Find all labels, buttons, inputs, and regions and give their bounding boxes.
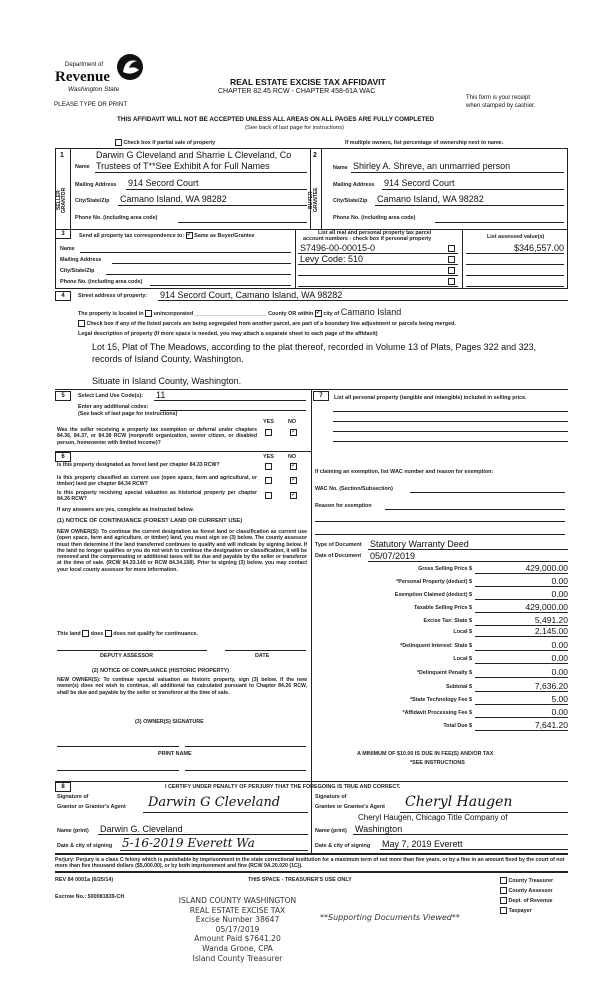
treasurer-use: THIS SPACE - TREASURER'S USE ONLY: [248, 877, 352, 883]
grantee-name-label: Name (print): [315, 828, 347, 834]
forest-yes-checkbox[interactable]: [265, 463, 272, 470]
property-street[interactable]: 914 Secord Court, Camano Island, WA 98282: [160, 290, 343, 300]
doc-type-label: Type of Document: [315, 542, 362, 548]
deputy-assessor-label: DEPUTY ASSESSOR: [100, 653, 154, 659]
section-5-number: 5: [55, 391, 71, 401]
amount-value[interactable]: 7,636.20: [475, 681, 568, 692]
reason-label: Reason for exemption: [315, 503, 372, 509]
buyer-city-label: City/State/Zip: [333, 198, 368, 204]
grantor-name-label: Name (print): [57, 828, 89, 834]
section-3-number: 3: [55, 229, 71, 239]
buyer-phone-label: Phone No. (including area code): [333, 215, 416, 221]
same-as-buyer-label: Same as Buyer/Grantee: [194, 232, 255, 239]
grantee-name-2[interactable]: Washington: [355, 824, 403, 834]
land-use-code[interactable]: 11: [156, 390, 166, 400]
notice-compliance-text: NEW OWNER(S): To continue special valuation as historic property, sign (3) below. If the new owner(s) does not wish to continue, all additional tax calculated pursuant to Chapter 84.26 RCW, shall be due and payable by the seller or transferor at the time of sale.: [57, 677, 307, 696]
grantee-sig-of: Signature of: [315, 794, 347, 800]
see-back: (See back of last page for instructions): [245, 125, 344, 131]
print-name-label: PRINT NAME: [158, 751, 192, 757]
no-header-6: NO: [288, 454, 297, 460]
notice-continuance-text: NEW OWNER(S): To continue the current designation as forest land or classification as current use (open space, farm and agriculture, or timber) land, you must sign on (3) below. The county assessor must then determine if the land transferred continues to qualify and will indicate by signing below. If the land no longer qualifies or you do not wish to continue the designation or classification, it will be removed and the compensating or additional taxes will be due and payable by the seller or transferor at the time of sale. (RCW 84.33.140 or RCW 84.34.108). Prior to signing (3) below, you may contact your local county assessor for more information.: [57, 529, 307, 573]
buyer-mailing[interactable]: 914 Secord Court: [384, 178, 455, 188]
doc-type-value[interactable]: Statutory Warranty Deed: [370, 539, 469, 549]
section-1-number: 1: [60, 152, 64, 159]
buyer-city[interactable]: Camano Island, WA 98282: [377, 194, 484, 204]
warning-text: THIS AFFIDAVIT WILL NOT BE ACCEPTED UNLESS ALL AREAS ON ALL PAGES ARE FULLY COMPLETED: [117, 116, 435, 123]
grantee-name-1[interactable]: Cheryl Haugen, Chicago Title Company of: [358, 813, 508, 822]
city-of-label: city of: [323, 311, 340, 317]
copy-checkbox[interactable]: [500, 907, 507, 914]
logo-revenue: Revenue: [55, 69, 110, 85]
legal-description-1[interactable]: Lot 15, Plat of The Meadows, according to the plat thereof, recorded in Volume 13 of Plats, Pages 322 and 323,: [92, 342, 537, 352]
please-type: PLEASE TYPE OR PRINT: [54, 101, 128, 108]
buyer-name-label: Name: [333, 165, 348, 171]
qualify-line: [57, 630, 198, 638]
q1-yes-checkbox[interactable]: [265, 429, 272, 436]
additional-codes-label: Enter any additional codes:: [78, 404, 149, 410]
seller-name-2[interactable]: Trustees of T**See Exhibit A for Full Names: [96, 161, 270, 171]
segregated: [78, 320, 456, 328]
amount-label: Taxable Selling Price $: [413, 605, 472, 611]
amount-value[interactable]: 0.00: [475, 576, 568, 587]
copy-label: County Treasurer: [508, 878, 554, 884]
amount-label: Gross Selling Price $: [418, 566, 472, 572]
copy-checkbox[interactable]: [500, 897, 507, 904]
receipt-note: This form is your receipt: [466, 95, 531, 101]
correspondence: [79, 232, 255, 239]
amount-value[interactable]: 429,000.00: [475, 602, 568, 613]
amount-label: *Affidavit Processing Fee $: [402, 710, 472, 716]
grantor-date-label: Date & city of signing: [57, 843, 113, 849]
does-not-label: does not qualify for continuance.: [113, 631, 199, 637]
parcel-header: List all real and personal property tax parcel: [318, 230, 432, 236]
legal-label: Legal description of property (If more space is needed, you may attach a separate sheet to each page of the affidavit): [78, 331, 378, 337]
no-header: NO: [288, 419, 297, 425]
section-4-number: 4: [55, 291, 71, 301]
unincorporated-label: unincorporated: [153, 311, 194, 317]
seller-city-label: City/State/Zip: [75, 198, 110, 204]
copy-label: Dept. of Revenue: [508, 898, 553, 904]
q1-no-checkbox[interactable]: ✓: [291, 429, 297, 435]
partial-sale[interactable]: [115, 139, 215, 146]
legal-description-2[interactable]: records of Island County, Washington.: [92, 354, 244, 364]
amount-label: *State Technology Fee $: [410, 697, 472, 703]
stamp-line: REAL ESTATE EXCISE TAX: [189, 905, 286, 915]
claiming-exemption-label: If claiming an exemption, list WAC number and reason for exemption:: [315, 469, 494, 475]
current-use-yes-checkbox[interactable]: [265, 477, 272, 484]
perjury-notice: Perjury: Perjury is a class C felony which is punishable by imprisonment in the state correctional institution for a maximum term of not more than five years, or by a fine in an amount fixed by the court of not more than five thousand dollars ($5,000.00), or by both imprisonment and fine (RCW 9A.20.020 (1C)).: [55, 857, 565, 870]
corr-name-label: Name: [60, 246, 75, 252]
copy-label: Taxpayer: [508, 908, 532, 914]
seller-name-label: Name: [75, 164, 90, 170]
amount-label: *Delinquent Penalty $: [416, 670, 472, 676]
wac-label: WAC No. (Section/Subsection): [315, 486, 393, 492]
deputy-date-label: DATE: [255, 653, 270, 659]
historic-question: Is this property receiving special valuation as historical property per chapter 84.26 RCW?: [57, 490, 257, 503]
parcel-header-2: account numbers - check box if personal property: [303, 236, 432, 242]
certify-statement: I CERTIFY UNDER PENALTY OF PERJURY THAT THE FOREGOING IS TRUE AND CORRECT.: [165, 784, 401, 790]
current-use-question: Is this property classified as current use (open space, farm and agricultural, or timber) land per chapter 84.34 RCW?: [57, 475, 257, 488]
receipt-note-2: when stamped by cashier.: [466, 103, 536, 109]
escrow-number: Escrow No.: 500081839-CH: [55, 894, 125, 900]
form-chapter: CHAPTER 82.45 RCW - CHAPTER 458-61A WAC: [218, 88, 376, 95]
minimum-note: A MINIMUM OF $10.00 IS DUE IN FEE(S) AND/OR TAX: [357, 751, 494, 757]
yes-header-6: YES: [263, 454, 274, 460]
treasurer-stamp: [160, 896, 315, 963]
stamp-line: Island County Treasurer: [192, 953, 283, 963]
copy-checkbox[interactable]: [500, 887, 507, 894]
grantee-agent-label: Grantee or Grantee's Agent: [315, 804, 385, 810]
historic-no-checkbox[interactable]: ✓: [291, 492, 297, 498]
seller-mailing-label: Mailing Address: [75, 182, 117, 188]
property-location: The property is located in unincorporated ________________________ County OR within ✓ city of Camano Island: [78, 307, 402, 317]
amount-value[interactable]: 0.00: [475, 707, 568, 718]
rev-number: REV 84 0001a (6/25/14): [55, 877, 114, 883]
legal-description-3[interactable]: Situate in Island County, Washington.: [92, 376, 242, 386]
amount-value[interactable]: 2,145.00: [475, 626, 568, 637]
assessed-header: List assessed value(s): [487, 234, 545, 240]
assessed-value[interactable]: $346,557.00: [513, 243, 564, 253]
personal-property-checkbox[interactable]: [448, 256, 455, 263]
personal-property-checkbox[interactable]: [448, 278, 455, 285]
amount-value[interactable]: 0.00: [475, 589, 568, 600]
see-instructions: *SEE INSTRUCTIONS: [410, 760, 465, 766]
corr-city-label: City/State/Zip: [60, 268, 95, 274]
section-6-number: 6: [55, 452, 71, 462]
seller-city[interactable]: Camano Island, WA 98282: [120, 194, 227, 204]
grantee-date-label: Date & city of signing: [315, 843, 371, 849]
parcel-number[interactable]: S7496-00-00015-0: [300, 243, 376, 253]
amount-value[interactable]: 7,641.20: [475, 720, 568, 731]
amount-value[interactable]: 5,491.20: [475, 615, 568, 626]
grantee-signature[interactable]: Cheryl Haugen: [405, 794, 513, 810]
amount-label: Local $: [453, 629, 472, 635]
seller-mailing[interactable]: 914 Secord Court: [128, 178, 199, 188]
amount-label: Local $: [453, 656, 472, 662]
supporting-docs-stamp: **Supporting Documents Viewed**: [320, 913, 460, 922]
unincorporated-checkbox[interactable]: [145, 310, 152, 317]
doc-date-label: Date of Document: [315, 553, 362, 559]
exemption-question: Was the seller receiving a property tax exemption or deferral under chapters 84.36, 84.37, or 84.38 RCW (nonprofit organization, senior citizen, or disabled person, homeowner with limited income)?: [57, 427, 257, 446]
forest-land-question: Is this property designated as forest land per chapter 84.33 RCW?: [57, 462, 220, 468]
current-use-no-checkbox[interactable]: ✓: [291, 477, 297, 483]
copy-distribution-item[interactable]: [500, 897, 553, 905]
stamp-line: Amount Paid $7641.20: [194, 934, 281, 944]
logo-state: Washington State: [68, 86, 120, 93]
grantor-signature[interactable]: Darwin G Cleveland: [148, 795, 281, 810]
county-or-label: County OR within: [268, 311, 314, 317]
historic-yes-checkbox[interactable]: [265, 492, 272, 499]
buyer-mailing-label: Mailing Address: [333, 182, 375, 188]
corr-mailing-label: Mailing Address: [60, 257, 102, 263]
amount-value[interactable]: 0.00: [475, 653, 568, 664]
stamp-line: Wanda Grone, CPA: [202, 943, 273, 953]
notice-compliance-title: (2) NOTICE OF COMPLIANCE (HISTORIC PROPERTY): [92, 668, 230, 674]
this-land-label: This land: [57, 631, 81, 637]
city-value[interactable]: Camano Island: [340, 307, 402, 317]
buyer-name[interactable]: Shirley A. Shreve, an unmarried person: [353, 161, 511, 171]
section-2-number: 2: [313, 152, 317, 159]
copy-distribution-item[interactable]: [500, 877, 553, 885]
same-as-buyer-checkbox[interactable]: ✓: [186, 232, 192, 238]
grantor-agent-label: Grantor or Grantor's Agent: [57, 804, 126, 810]
segregated-label: Check box if any of the listed parcels are being segregated from another parcel, are part of a boundary line adjustment or parcels being merged.: [86, 321, 456, 327]
amount-label: Exemption Claimed (deduct) $: [394, 592, 472, 598]
amount-label: Excise Tax: State $: [423, 618, 472, 624]
partial-sale-label: Check box if partial sale of property: [123, 139, 216, 146]
does-not-checkbox[interactable]: [105, 630, 112, 637]
stamp-line: Excise Number 38647: [195, 915, 280, 925]
amount-value[interactable]: 429,000.00: [475, 563, 568, 574]
seller-name-1[interactable]: Darwin G Cleveland and Sharrie L Cleveland, Co: [96, 150, 292, 160]
doc-date-value[interactable]: 05/07/2019: [370, 551, 416, 561]
stamp-line: ISLAND COUNTY WASHINGTON: [178, 896, 297, 905]
grantor-sig-of: Signature of: [57, 794, 89, 800]
amount-value[interactable]: 0.00: [475, 667, 568, 678]
does-checkbox[interactable]: [82, 630, 89, 637]
amount-label: *Personal Property (deduct) $: [396, 579, 472, 585]
city-checkbox[interactable]: ✓: [315, 310, 321, 317]
personal-property-checkbox[interactable]: [448, 267, 455, 274]
forest-no-checkbox[interactable]: ✓: [291, 463, 297, 469]
amount-label: Total Due $: [443, 723, 472, 729]
if-yes-note: If any answers are yes, complete as instructed below.: [57, 507, 195, 513]
copy-distribution-item[interactable]: [500, 887, 553, 895]
street-label: Street address of property:: [78, 293, 148, 299]
seller-grantor-label: SELLER GRANTOR: [56, 187, 67, 213]
personal-property-label: List all personal property (tangible and intangible) included in selling price.: [334, 395, 527, 401]
copy-distribution-item[interactable]: [500, 907, 532, 915]
logo-emblem-icon: [115, 52, 145, 82]
land-use-label: Select Land Use Code(s):: [78, 393, 144, 399]
does-label: does: [90, 631, 104, 637]
owner-signature-label: (3) OWNER(S) SIGNATURE: [135, 719, 204, 725]
amount-label: *Delinquent Interest: State $: [400, 643, 472, 649]
amount-label: Subtotal $: [445, 684, 472, 690]
section-8-number: 8: [55, 782, 71, 792]
logo-dept: Department of: [65, 62, 104, 68]
multiple-owners-note: If multiple owners, list percentage of ownership next to name.: [345, 140, 504, 146]
copy-checkbox[interactable]: [500, 877, 507, 884]
form-title: REAL ESTATE EXCISE TAX AFFIDAVIT: [230, 77, 386, 87]
located-in-label: The property is located in: [78, 311, 144, 317]
personal-property-checkbox[interactable]: [448, 245, 455, 252]
buyer-grantee-label: BUYER GRANTEE: [308, 187, 319, 213]
yes-header: YES: [263, 419, 274, 425]
grantor-name[interactable]: Darwin G. Cleveland: [100, 824, 183, 834]
send-to-label: Send all property tax correspondence to:: [79, 232, 185, 239]
segregated-checkbox[interactable]: [78, 320, 85, 327]
additional-see-back: (See back of last page for instructions): [78, 411, 178, 417]
seller-phone-label: Phone No. (including area code): [75, 215, 158, 221]
amount-value[interactable]: 0.00: [475, 640, 568, 651]
amount-value[interactable]: 5.00: [475, 694, 568, 705]
dor-logo: [55, 52, 150, 102]
parcel-number[interactable]: Levy Code: 510: [300, 254, 364, 264]
section-7-number: 7: [313, 391, 329, 401]
notice-continuance-title: (1) NOTICE OF CONTINUANCE (FOREST LAND OR CURRENT USE): [57, 518, 243, 524]
corr-phone-label: Phone No. (including area code): [60, 279, 143, 285]
grantor-date-city[interactable]: 5-16-2019 Everett Wa: [122, 836, 255, 850]
stamp-line: 05/17/2019: [215, 924, 260, 934]
grantee-date-city[interactable]: May 7, 2019 Everett: [382, 839, 463, 849]
partial-sale-checkbox[interactable]: [115, 139, 122, 146]
copy-label: County Assessor: [508, 888, 553, 894]
